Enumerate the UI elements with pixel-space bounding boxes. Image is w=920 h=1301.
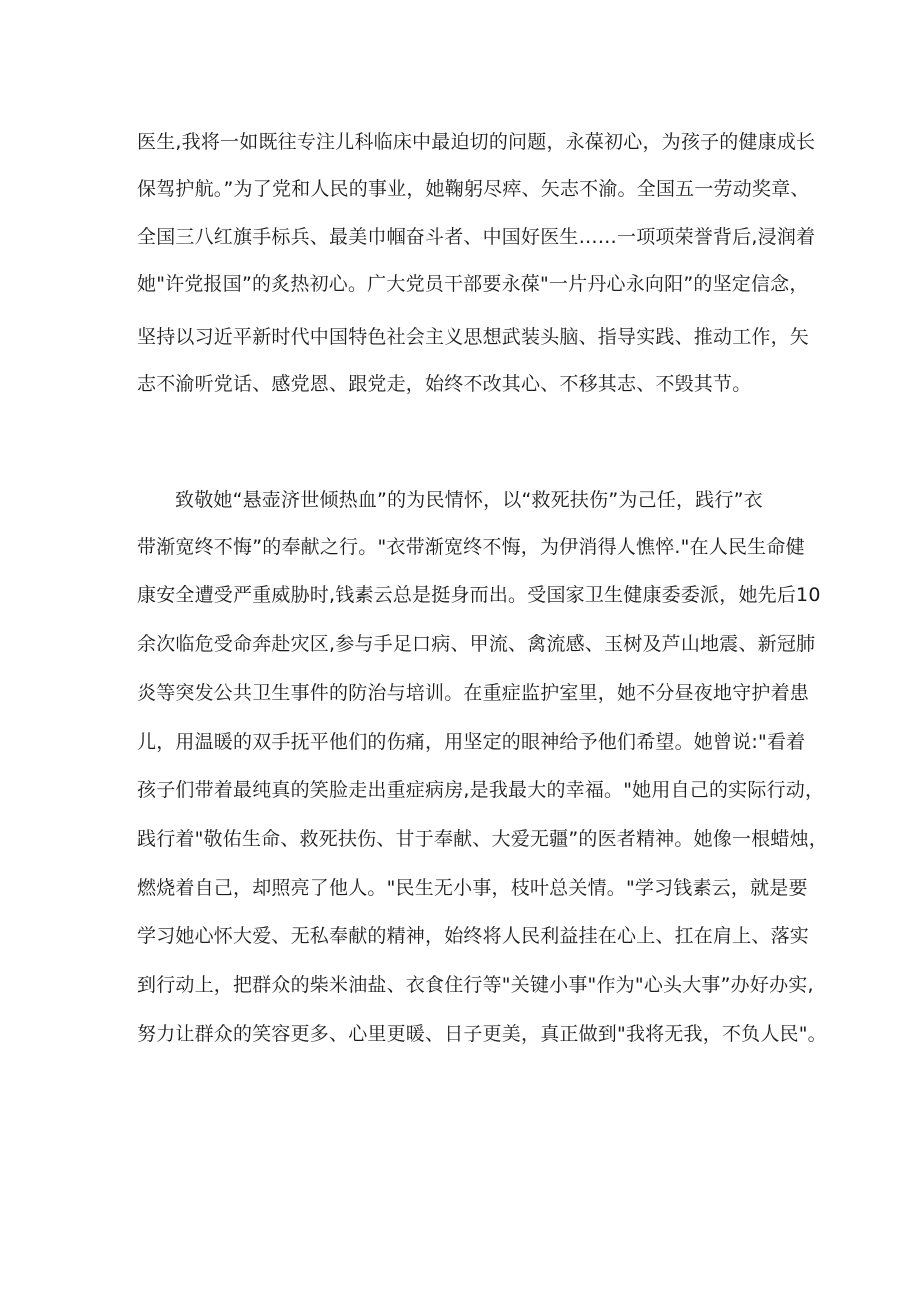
paragraph-line: 孩子们带着最纯真的笑脸走出重症病房,是我最大的幸福。"她用自己的实际行动， <box>137 779 825 801</box>
paragraph-line: 志不渝听党话、感党恩、跟党走，始终不改其心、不移其志、不毁其节。 <box>137 373 752 395</box>
paragraph-line: 全国三八红旗手标兵、最美巾帼奋斗者、中国好医生……一项项荣誉背后,浸润着 <box>137 226 816 248</box>
paragraph-line: 努力让群众的笑容更多、心里更暖、日子更美，真正做到"我将无我，不负人民"。 <box>137 1023 827 1045</box>
paragraph-line: 燃烧着自己，却照亮了他人。"民生无小事，枝叶总关情。"学习钱素云，就是要 <box>137 877 808 899</box>
paragraph-line: 康安全遭受严重威胁时,钱素云总是挺身而出。受国家卫生健康委委派，她先后10 <box>137 584 821 606</box>
paragraph-line: 致敬她“悬壶济世倾热血”的为民情怀，以“救死扶伤”为己任，践行”衣 <box>175 489 763 511</box>
paragraph-line: 到行动上，把群众的柴米油盐、衣食住行等"关键小事"作为"心头大事”办好办实, <box>137 974 814 996</box>
paragraph-line: 坚持以习近平新时代中国特色社会主义思想武装头脑、指导实践、推动工作，矢 <box>137 326 810 348</box>
paragraph-line: 余次临危受命奔赴灾区,参与手足口病、甲流、禽流感、玉树及芦山地震、新冠肺 <box>137 633 816 655</box>
paragraph-line: 学习她心怀大爱、无私奉献的精神，始终将人民利益挂在心上、扛在肩上、落实 <box>137 925 810 947</box>
paragraph-line: 带渐宽终不悔”的奉献之行。"衣带渐宽终不悔，为伊消得人憔悴."在人民生命健 <box>137 536 805 558</box>
paragraph-line: 她"许党报国”的炙热初心。广大党员干部要永葆"一片丹心永向阳”的坚定信念， <box>137 273 809 295</box>
paragraph-line: 践行着"敬佑生命、救死扶伤、甘于奉献、大爱无疆”的医者精神。她像一根蜡烛， <box>137 828 828 850</box>
paragraph-line: 炎等突发公共卫生事件的防治与培训。在重症监护室里，她不分昼夜地守护着患 <box>137 682 810 704</box>
paragraph-line: 医生,我将一如既往专注儿科临床中最迫切的问题，永葆初心，为孩子的健康成长 <box>137 131 816 153</box>
paragraph-line: 儿，用温暖的双手抚平他们的伤痛，用坚定的眼神给予他们希望。她曾说:"看着 <box>137 731 806 753</box>
paragraph-line: 保驾护航。”为了党和人民的事业，她鞠躬尽瘁、矢志不渝。全国五一劳动奖章、 <box>137 178 810 200</box>
